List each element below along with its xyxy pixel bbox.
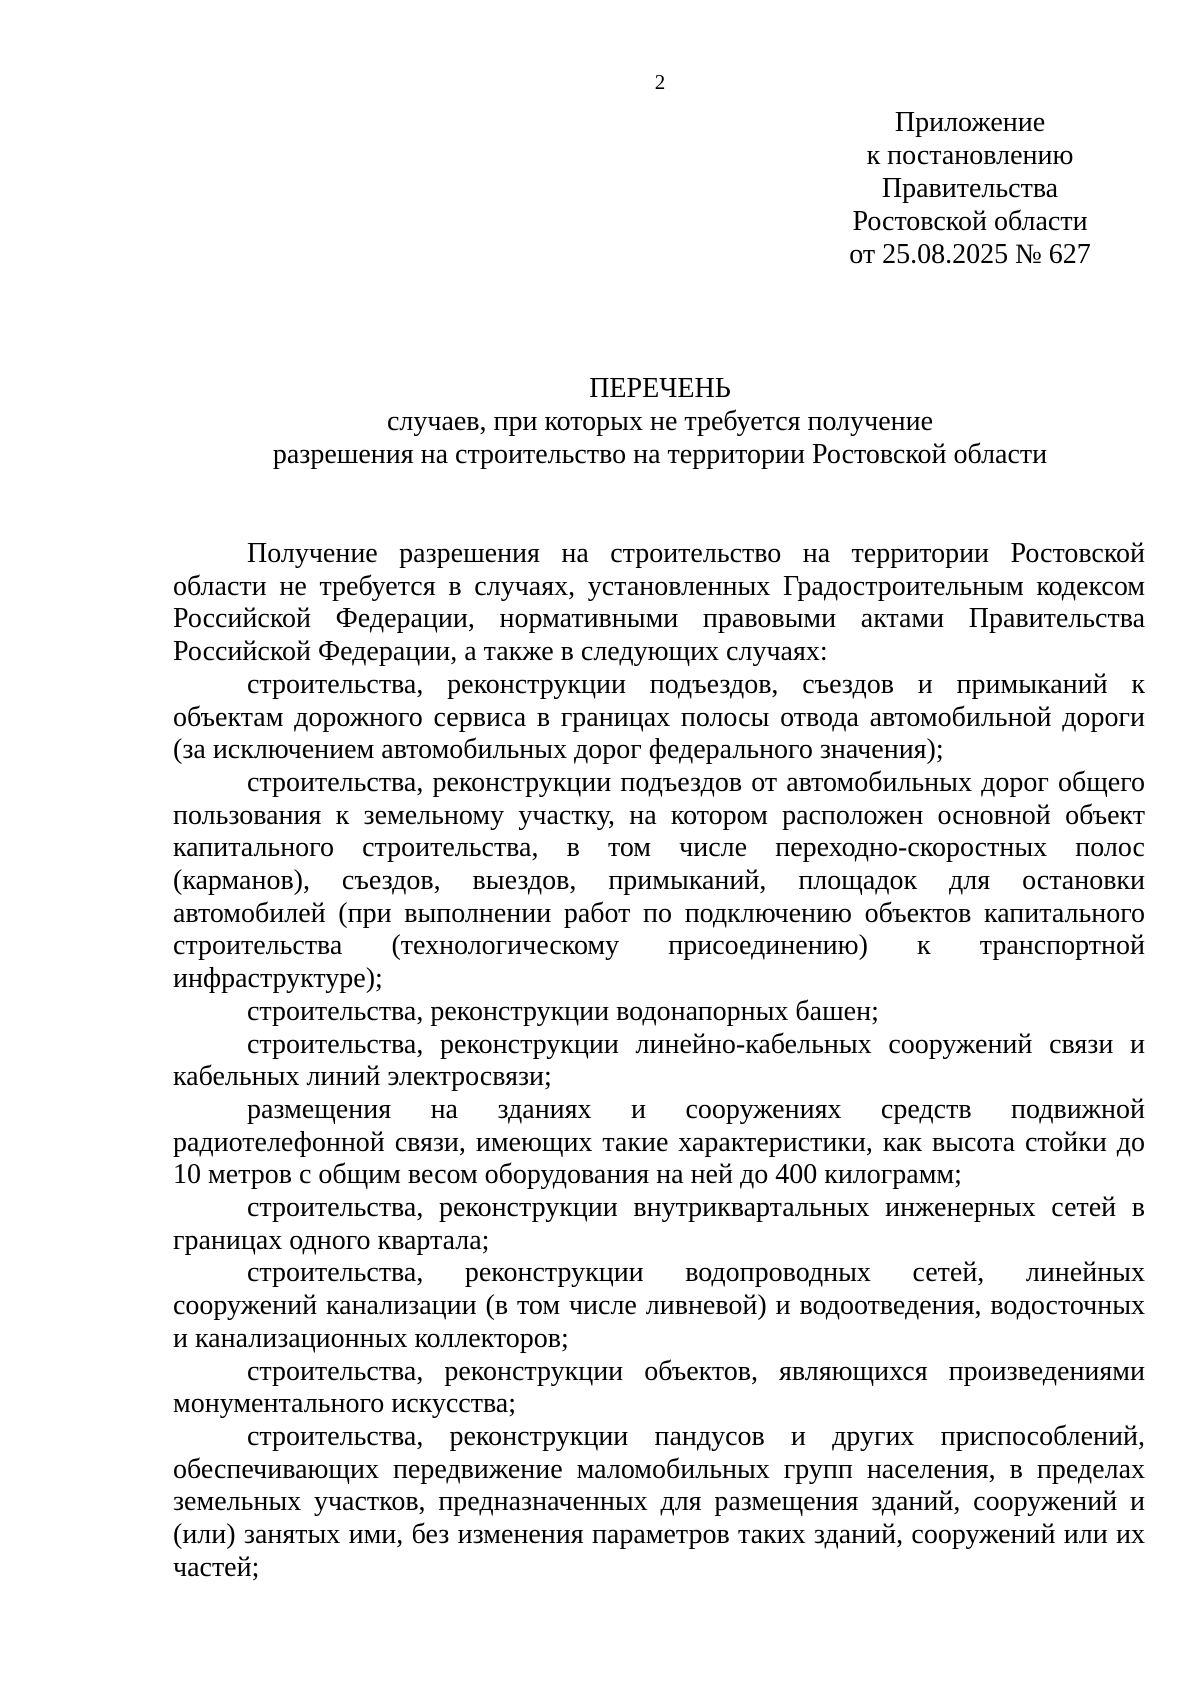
appendix-line: к постановлению bbox=[866, 140, 1074, 171]
document-subtitle: разрешения на строительство на территории Ростовской области bbox=[272, 439, 1048, 470]
body-paragraph: строительства, реконструкции водонапорных башен; bbox=[247, 995, 879, 1027]
body-paragraph: строительства, реконструкции объектов, являющихся произведениями монументального искусства; bbox=[173, 1355, 1145, 1420]
page-number: 2 bbox=[654, 70, 666, 94]
document-subtitle: случаев, при которых не требуется получение bbox=[386, 406, 934, 437]
body-paragraph: размещения на зданиях и сооружениях средств подвижной радиотелефонной связи, имеющих такие характеристики, как высота стойки до 10 метров с общим весом оборудования на ней до 400 килограмм; bbox=[173, 1093, 1145, 1191]
title-block bbox=[170, 372, 1150, 471]
document-body bbox=[173, 538, 1145, 1585]
document-heading: ПЕРЕЧЕНЬ bbox=[589, 373, 731, 404]
body-paragraph: строительства, реконструкции пандусов и других приспособлений, обеспечивающих передвижение маломобильных групп населения, в пределах земельных участков, предназначенных для размещения зданий, сооружений и (или) занятых ими, без изменения параметров таких зданий, сооружений или их частей; bbox=[173, 1420, 1145, 1583]
body-paragraph: строительства, реконструкции водопроводных сетей, линейных сооружений канализации (в том числе ливневой) и водоотведения, водосточных и канализационных коллекторов; bbox=[173, 1257, 1145, 1354]
appendix-line: Правительства bbox=[881, 173, 1059, 204]
body-paragraph: строительства, реконструкции подъездов, съездов и примыканий к объектам дорожного сервиса в границах полосы отвода автомобильной дороги (за исключением автомобильных дорог федерального значения); bbox=[173, 668, 1145, 766]
appendix-block bbox=[820, 106, 1120, 271]
appendix-line: Ростовской области bbox=[852, 206, 1088, 237]
body-paragraph: Получение разрешения на строительство на территории Ростовской области не требуется в случаях, установленных Градостроительным кодексом Российской Федерации, нормативными правовыми актами Правительства Российской Федерации, а также в следующих случаях: bbox=[173, 538, 1145, 668]
appendix-line: Приложение bbox=[894, 107, 1046, 138]
body-paragraph: строительства, реконструкции линейно-кабельных сооружений связи и кабельных линий электросвязи; bbox=[173, 1028, 1145, 1093]
body-paragraph: строительства, реконструкции подъездов от автомобильных дорог общего пользования к земельному участку, на котором расположен основной объект капитального строительства, в том числе переходно-скоростных полос (карманов), съездов, выездов, примыканий, площадок для остановки автомобилей (при выполнении работ по подключению объектов капитального строительства (технологическому присоединению) к транспортной инфраструктуре); bbox=[173, 766, 1145, 995]
body-paragraph: строительства, реконструкции внутриквартальных инженерных сетей в границах одного квартала; bbox=[173, 1192, 1145, 1256]
appendix-line: от 25.08.2025 № 627 bbox=[849, 239, 1091, 270]
